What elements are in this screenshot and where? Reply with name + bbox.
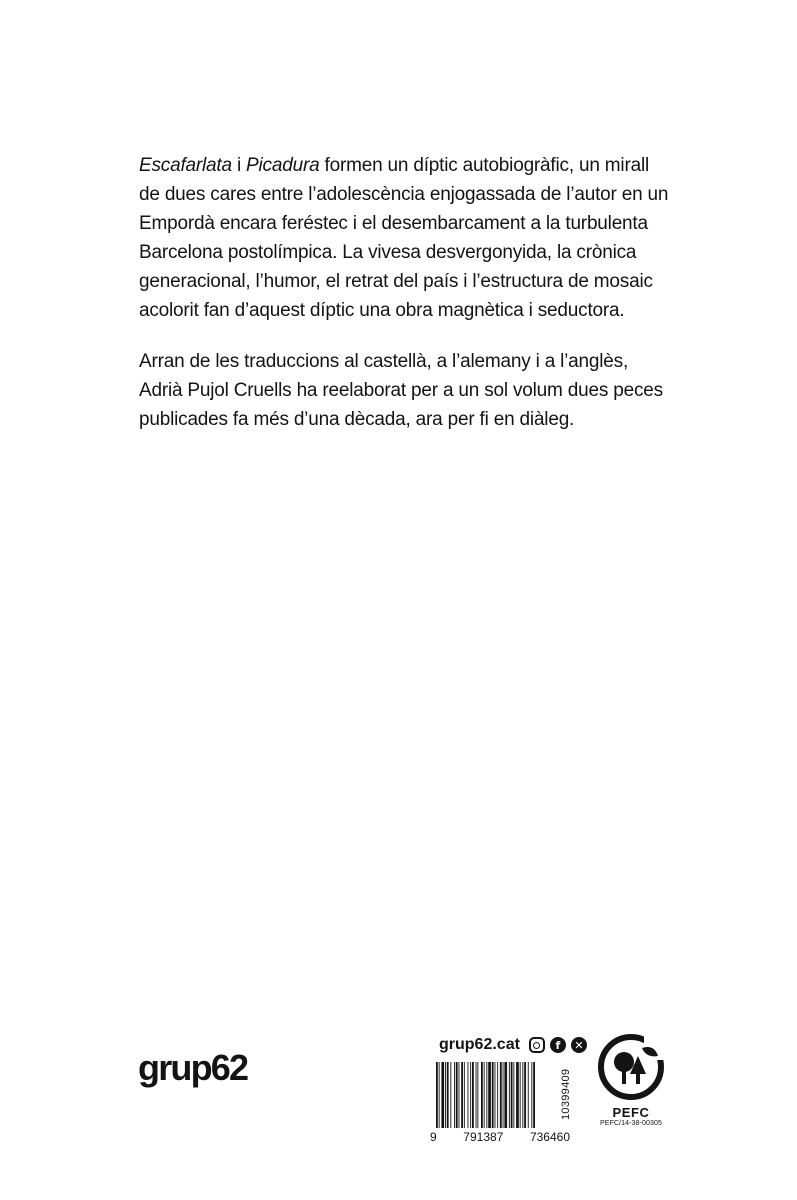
barcode-bar [450, 1062, 451, 1128]
barcode-bar [441, 1062, 444, 1128]
barcode-bar [524, 1062, 526, 1128]
barcode-bar [503, 1062, 504, 1128]
barcode-bar [472, 1062, 474, 1128]
blurb-paragraph-1 [139, 151, 669, 325]
barcode-bar [464, 1062, 465, 1128]
pefc-certification [598, 1034, 664, 1144]
barcode-bar [500, 1062, 502, 1128]
barcode-bar [486, 1062, 487, 1128]
barcode-bar [516, 1062, 519, 1128]
blurb-paragraph-2: Arran de les traduccions al castellà, a l’alemany i a l’anglès, Adrià Pujol Cruells ha reelaborat per a un sol volum dues peces publicades fa més d’una dècada, ara per fi en diàleg. [139, 351, 663, 430]
isbn-barcode [430, 1062, 570, 1134]
pefc-label: PEFC [612, 1105, 650, 1120]
barcode-bar [456, 1062, 458, 1128]
barcode-bar [513, 1062, 514, 1128]
barcode-bar [439, 1062, 440, 1128]
barcode-bar [470, 1062, 471, 1128]
barcode-bar [528, 1062, 529, 1128]
barcode-bar [459, 1062, 460, 1128]
publisher-url: grup62.cat [439, 1036, 520, 1053]
barcode-bar [488, 1062, 491, 1128]
isbn-digit-group-1: 9 [430, 1130, 437, 1144]
publisher-site-row [439, 1036, 587, 1054]
barcode-bar [495, 1062, 496, 1128]
barcode-side-code: 10399409 [560, 1068, 572, 1120]
barcode-bar [520, 1062, 521, 1128]
barcode-bar [484, 1062, 485, 1128]
pefc-code: PEFC/14-38-00305 [600, 1120, 662, 1127]
barcode-bar [447, 1062, 449, 1128]
barcode-bar [477, 1062, 478, 1128]
back-cover-blurb [139, 151, 669, 456]
book-title-escafarlata: Escafarlata [139, 155, 232, 176]
x-icon: ✕ [571, 1037, 587, 1053]
barcode-bar [476, 1062, 477, 1128]
barcode-bar [445, 1062, 446, 1128]
isbn-digit-group-2: 791387 [463, 1130, 504, 1144]
barcode-bar [509, 1062, 510, 1128]
barcode-bar [511, 1062, 513, 1128]
blurb-conjunction: i [231, 155, 247, 176]
book-title-picadura: Picadura [246, 155, 320, 176]
barcode-bar [533, 1062, 535, 1128]
blurb-paragraph-1-text: formen un díptic autobiogràfic, un mirall de dues cares entre l’adolescència enjogassada de l’autor en un Empordà encara feréstec i el desembarcament a la turbulenta Barcelona postolímpica. La vivesa desvergonyida, la crònica generacional, l’humor, el retrat del país i l’estructura de mosaic acolorit fan d’aquest díptic una obra magnètica i seductora. [139, 155, 669, 321]
barcode-bar [492, 1062, 494, 1128]
barcode-bar [454, 1062, 455, 1128]
isbn-digit-group-3: 736460 [529, 1130, 570, 1144]
isbn-digits [430, 1130, 570, 1144]
barcode-bar [461, 1062, 463, 1128]
publisher-logo: grup62 [138, 1047, 248, 1088]
barcode-bar [481, 1062, 483, 1128]
barcode-bar [468, 1062, 469, 1128]
barcode-bar [504, 1062, 507, 1128]
barcode-bar [436, 1062, 438, 1128]
pefc-logo-icon [598, 1034, 664, 1100]
instagram-icon [529, 1037, 545, 1053]
barcode-bar [531, 1062, 532, 1128]
facebook-icon: f [550, 1037, 566, 1053]
barcode-bar [497, 1062, 498, 1128]
barcode-bar [522, 1062, 523, 1128]
